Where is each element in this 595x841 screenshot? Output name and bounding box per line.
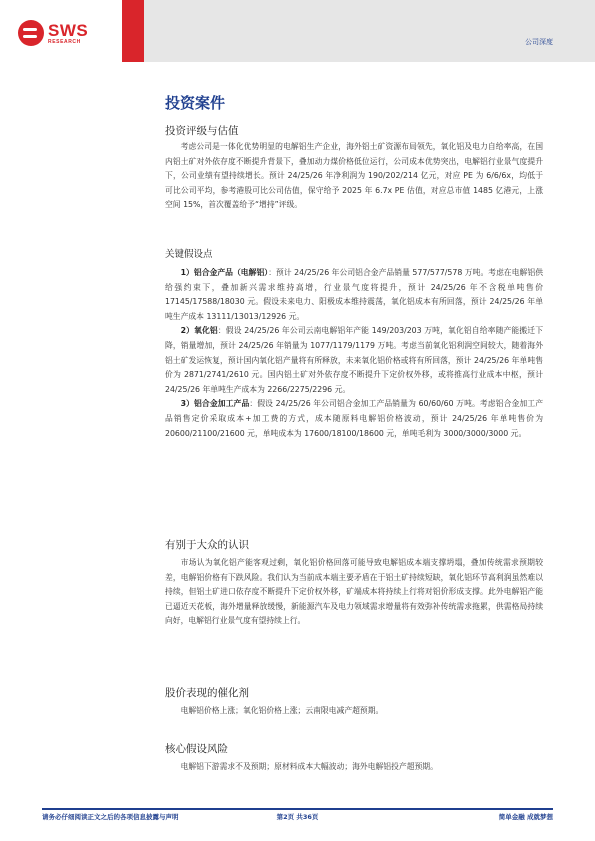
footer-page-number: 第2页 共36页 bbox=[276, 813, 319, 821]
header-red-band bbox=[122, 0, 144, 62]
paragraph: 电解铝下游需求不及预期；原材料成本大幅波动；海外电解铝投产超预期。 bbox=[180, 762, 438, 771]
section-catalyst bbox=[165, 686, 543, 719]
section-risk bbox=[165, 742, 543, 775]
section-heading: 关键假设点 bbox=[165, 249, 213, 260]
section-heading: 核心假设风险 bbox=[165, 743, 228, 755]
logo-word: SWS bbox=[48, 20, 89, 40]
item-title: 3）铝合金加工产品 bbox=[180, 399, 250, 409]
paragraph: 电解铝价格上涨；氧化铝价格上涨；云南限电减产超预期。 bbox=[180, 706, 384, 715]
section-assumptions bbox=[165, 248, 543, 441]
report-type: 公司深度 bbox=[525, 38, 553, 46]
item-body: ：假设 24/25/26 年公司铝合金加工产品销量为 60/60/60 万吨。考虑铝合金加工产品销售定价采取成本+加工费的方式，成本随原料电解铝价格波动，预计 24/25/26 年单吨售价为 20600/21100/21600 元，单吨成本为 17600/18100/18600 元，单吨毛利为 3000/3000/3000 元。 bbox=[165, 399, 543, 438]
header-grey-band bbox=[144, 0, 595, 62]
paragraph: 考虑公司是一体化优势明显的电解铝生产企业，海外铝土矿资源布局领先，氧化铝及电力自给率高，在国内铝土矿对外依存度不断提升背景下，叠加动力煤价格低位运行，公司成本优势突出，电解铝行业景气度提升下，公司业绩有望持续增长。预计 24/25/26 年净利润为 190/202/214 亿元，对应 PE 为 6/6/6x，均低于可比公司平均，参考港股可比公司估值，保守给予 2025 年 6.7x PE 估值，对应总市值 1485 亿港元，上涨空间 15%，首次覆盖给予“增持”评级。 bbox=[165, 142, 543, 210]
logo-mark-icon bbox=[18, 20, 44, 46]
logo-sub: RESEARCH bbox=[48, 38, 81, 45]
section-rating bbox=[165, 124, 543, 213]
footer-slogan: 简单金融 成就梦想 bbox=[498, 813, 553, 821]
assumption-item-3 bbox=[165, 397, 543, 441]
item-body: ：假设 24/25/26 年公司云南电解铝年产能 149/203/203 万吨，氧化铝自给率随产能搬迁下降，销量增加，预计 24/25/26 年销量为 1077/1179/1179 万吨。考虑当前氧化铝利润空间较大，随着海外铝土矿发运恢复，预计国内氧化铝产量将有所释放，未来氧化铝价格或将有所回落，预计 24/25/26 年单吨售价为 2871/2741/2610 元。国内铝土矿对外依存度不断提升下定价权外移，或将推高行业成本中枢，预计 24/25/26 年单吨生产成本为 2266/2275/2296 元。 bbox=[165, 326, 544, 394]
paragraph: 市场认为氧化铝产能客观过剩，氧化铝价格回落可能导致电解铝成本端支撑坍塌，叠加传统需求预期较差，电解铝价格有下跌风险。我们认为当前成本端主要矛盾在于铝土矿持续短缺，氧化铝环节高利润虽然难以持续，但铝土矿进口依存度不断提升下定价权外移，矿端成本将持续上行将对铝价形成支撑。此外电解铝产能已逼近天花板，海外增量释放缓慢，新能源汽车及电力领域需求增量将有效弥补传统需求拖累，供需格局持续向好，电解铝行业景气度有望持续上行。 bbox=[165, 558, 543, 626]
section-differ bbox=[165, 538, 543, 629]
section-heading: 有别于大众的认识 bbox=[165, 539, 249, 551]
section-heading: 股价表现的催化剂 bbox=[165, 687, 249, 699]
assumption-item-1 bbox=[165, 266, 543, 324]
item-title: 1）铝合金产品（电解铝） bbox=[180, 268, 269, 277]
item-title: 2）氧化铝 bbox=[180, 326, 218, 336]
footer-divider bbox=[42, 808, 553, 810]
footer-disclaimer: 请务必仔细阅读正文之后的各项信息披露与声明 bbox=[42, 813, 179, 821]
item-body: ：预计 24/25/26 年公司铝合金产品销量 577/577/578 万吨。考虑在电解铝供给强约束下，叠加新兴需求维持高增，行业景气度将提升，预计 24/25/26 年不含税单吨售价 17145/17588/18030 元。假设未来电力、阳极成本维持震荡，氧化铝成本有所回落，预计 24/25/26 年单吨生产成本 13111/13013/12926 元。 bbox=[165, 268, 543, 321]
logo-text bbox=[48, 22, 88, 45]
sws-logo bbox=[18, 20, 88, 46]
section-heading: 投资评级与估值 bbox=[165, 125, 239, 137]
assumption-item-2 bbox=[165, 324, 543, 397]
page-title: 投资案件 bbox=[165, 94, 226, 112]
